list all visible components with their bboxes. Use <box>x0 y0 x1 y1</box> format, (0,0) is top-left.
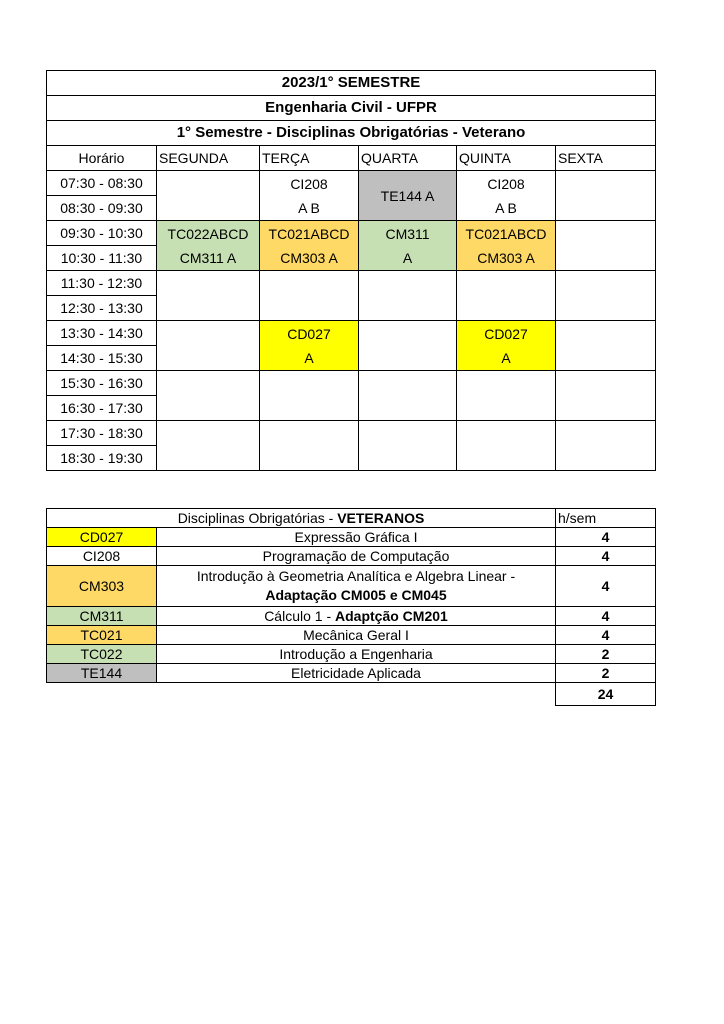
legend-hours: 4 <box>556 566 656 607</box>
time-cell: 10:30 - 11:30 <box>47 246 157 271</box>
slot-empty <box>359 421 457 471</box>
slot-empty <box>556 271 656 321</box>
slot-empty <box>556 221 656 271</box>
slot-tc021-terca <box>260 221 359 271</box>
col-header-segunda: SEGUNDA <box>157 146 260 171</box>
time-cell: 15:30 - 16:30 <box>47 371 157 396</box>
time-cell: 09:30 - 10:30 <box>47 221 157 246</box>
col-header-sexta: SEXTA <box>556 146 656 171</box>
legend-desc <box>157 566 556 607</box>
slot-line: A B <box>495 199 517 216</box>
slot-line: CI208 <box>487 175 525 192</box>
slot-cd027-quinta <box>457 321 556 371</box>
slot-line: CD027 <box>287 325 331 342</box>
slot-line: TC022ABCD <box>167 225 249 242</box>
slot-line: CM303 A <box>477 249 535 266</box>
time-cell: 16:30 - 17:30 <box>47 396 157 421</box>
semester-title: 2023/1° SEMESTRE <box>47 71 656 96</box>
slot-te144-quarta: TE144 A <box>359 171 457 221</box>
slot-empty <box>260 271 359 321</box>
legend-hours: 4 <box>556 528 656 547</box>
legend-desc: Expressão Gráfica I <box>157 528 556 547</box>
slot-tc021-quinta <box>457 221 556 271</box>
slot-empty <box>556 371 656 421</box>
legend-desc: Introdução a Engenharia <box>157 645 556 664</box>
slot-empty <box>359 271 457 321</box>
slot-ci208-quinta <box>457 171 556 221</box>
legend-title-bold: VETERANOS <box>337 510 425 526</box>
slot-line: CM303 A <box>280 249 338 266</box>
slot-empty <box>457 421 556 471</box>
slot-line: A <box>501 349 511 366</box>
slot-empty <box>359 321 457 371</box>
legend-hours: 4 <box>556 626 656 645</box>
legend-table <box>46 508 656 706</box>
legend-desc <box>157 607 556 626</box>
slot-cm311-quarta <box>359 221 457 271</box>
legend-hours: 4 <box>556 607 656 626</box>
legend-hours: 2 <box>556 645 656 664</box>
slot-empty <box>157 371 260 421</box>
legend-title-prefix: Disciplinas Obrigatórias - <box>177 510 338 526</box>
total-hours: 24 <box>556 683 656 706</box>
slot-line: A <box>402 249 413 266</box>
slot-empty <box>556 421 656 471</box>
schedule-subtitle: 1° Semestre - Disciplinas Obrigatórias - Veterano <box>47 121 656 146</box>
slot-empty <box>157 271 260 321</box>
slot-empty <box>359 371 457 421</box>
legend-desc-line-bold: Adaptação CM005 e CM045 <box>265 587 447 603</box>
slot-empty <box>157 421 260 471</box>
slot-empty <box>457 271 556 321</box>
blank-cell <box>157 683 556 706</box>
time-cell: 11:30 - 12:30 <box>47 271 157 296</box>
time-cell: 18:30 - 19:30 <box>47 446 157 471</box>
time-cell: 17:30 - 18:30 <box>47 421 157 446</box>
time-cell: 08:30 - 09:30 <box>47 196 157 221</box>
legend-desc-line: Introdução à Geometria Analítica e Algebra Linear - <box>196 568 516 584</box>
blank-cell <box>47 683 157 706</box>
legend-desc-bold: Adaptção CM201 <box>335 608 448 624</box>
slot-line: A B <box>298 199 320 216</box>
col-header-quarta: QUARTA <box>359 146 457 171</box>
slot-line: TC021ABCD <box>268 225 350 242</box>
slot-empty <box>260 421 359 471</box>
slot-line: CM311 <box>385 225 430 242</box>
slot-line: TC021ABCD <box>465 225 547 242</box>
course-title: Engenharia Civil - UFPR <box>47 96 656 121</box>
slot-line: CM311 A <box>179 249 237 266</box>
legend-title <box>47 509 556 528</box>
slot-ci208-terca <box>260 171 359 221</box>
legend-hours: 4 <box>556 547 656 566</box>
col-header-time: Horário <box>47 146 157 171</box>
legend-code: TC022 <box>47 645 157 664</box>
hours-header: h/sem <box>556 509 656 528</box>
col-header-quinta: QUINTA <box>457 146 556 171</box>
schedule-table <box>46 70 656 471</box>
legend-code: CM311 <box>47 607 157 626</box>
legend-code: TE144 <box>47 664 157 683</box>
slot-tc022-segunda <box>157 221 260 271</box>
legend-code: TC021 <box>47 626 157 645</box>
slot-line: A <box>304 349 314 366</box>
time-cell: 14:30 - 15:30 <box>47 346 157 371</box>
col-header-terca: TERÇA <box>260 146 359 171</box>
legend-hours: 2 <box>556 664 656 683</box>
slot-empty <box>157 171 260 221</box>
slot-empty <box>157 321 260 371</box>
slot-line: CD027 <box>484 325 528 342</box>
slot-cd027-terca <box>260 321 359 371</box>
slot-empty <box>260 371 359 421</box>
slot-empty <box>556 321 656 371</box>
legend-desc: Eletricidade Aplicada <box>157 664 556 683</box>
legend-desc: Programação de Computação <box>157 547 556 566</box>
legend-code: CM303 <box>47 566 157 607</box>
time-cell: 07:30 - 08:30 <box>47 171 157 196</box>
slot-empty <box>457 371 556 421</box>
legend-desc: Mecânica Geral I <box>157 626 556 645</box>
legend-code: CI208 <box>47 547 157 566</box>
slot-line: CI208 <box>290 175 328 192</box>
legend-code: CD027 <box>47 528 157 547</box>
legend-desc-text: Cálculo 1 - <box>264 608 335 624</box>
time-cell: 13:30 - 14:30 <box>47 321 157 346</box>
time-cell: 12:30 - 13:30 <box>47 296 157 321</box>
slot-empty <box>556 171 656 221</box>
